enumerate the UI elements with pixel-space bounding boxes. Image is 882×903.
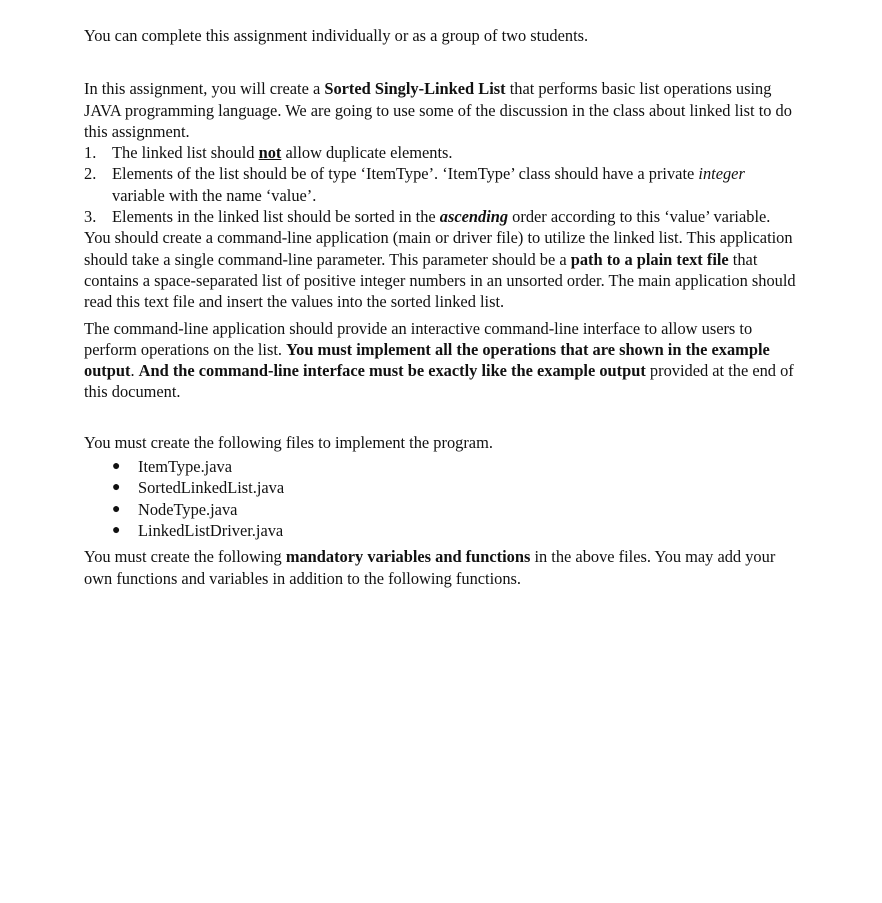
- text-run: In this assignment, you will create a: [84, 79, 325, 99]
- file-item: [84, 520, 800, 541]
- file-item: [84, 499, 800, 520]
- file-name: LinkedListDriver.java: [138, 520, 284, 540]
- requirement-item: [84, 163, 800, 206]
- bold-run: And the command-line interface must be exactly like the example output: [138, 361, 646, 381]
- requirement-item: [84, 206, 800, 227]
- assignment-description: [84, 78, 800, 142]
- text-run: Elements in the linked list should be sorted in the: [112, 207, 440, 227]
- files-intro: You must create the following files to implement the program.: [84, 432, 493, 452]
- driver-description: [84, 227, 800, 312]
- text-run: order according to this ‘value’ variable.: [508, 207, 771, 227]
- document-page: [84, 25, 800, 589]
- list-number: 3.: [84, 207, 97, 227]
- requirement-item: [84, 142, 800, 163]
- file-name: SortedLinkedList.java: [138, 478, 285, 498]
- file-name: NodeType.java: [138, 499, 238, 519]
- bullet-icon: ●: [112, 522, 121, 538]
- requirements-list: [84, 142, 800, 227]
- list-number: 1.: [84, 143, 97, 163]
- text-run: The linked list should: [112, 143, 259, 163]
- files-list: [84, 456, 800, 541]
- file-item: [84, 477, 800, 498]
- text-run: variable with the name ‘value’.: [112, 185, 317, 205]
- text-run: You must create the following: [84, 547, 286, 567]
- mandatory-description: [84, 546, 800, 589]
- file-item: [84, 456, 800, 477]
- bullet-icon: ●: [112, 501, 121, 517]
- text-run: allow duplicate elements.: [281, 143, 453, 163]
- text-run: that contains a space-separated list of positive integer numbers in an unsorted order. The main application should read this text file and insert the values into the sorted linked list.: [84, 249, 796, 312]
- intro-text: You can complete this assignment individually or as a group of two students.: [84, 26, 589, 45]
- text-run: You should create a command-line application (main or driver file) to utilize the linked list. This application should take a single command-line parameter. This parameter should be a: [84, 228, 793, 269]
- text-run: Elements of the list should be of type ‘ItemType’. ‘ItemType’ class should have a private: [112, 164, 699, 184]
- text-run: that performs basic list operations using JAVA programming language. We are going to use some of the discussion in the class about linked list to do this assignment.: [84, 79, 792, 141]
- bold-italic-run: ascending: [439, 207, 509, 227]
- text-run: .: [130, 361, 139, 381]
- bold-run: Sorted Singly-Linked List: [324, 79, 506, 99]
- text-run: The command-line application should provide an interactive command-line interface to allow users to perform operations on the list.: [84, 318, 753, 359]
- bold-run: mandatory variables and functions: [285, 547, 531, 567]
- bold-run: path to a plain text file: [570, 249, 729, 269]
- italic-run: integer: [698, 164, 745, 184]
- list-number: 2.: [84, 164, 97, 184]
- bullet-icon: ●: [112, 459, 121, 475]
- bold-run: You must implement all the operations that are shown in the example output: [84, 339, 770, 381]
- text-run: in the above files. You may add your own functions and variables in addition to the following functions.: [84, 547, 776, 588]
- underlined-run: not: [258, 143, 282, 163]
- bullet-icon: ●: [112, 480, 121, 496]
- text-run: provided at the end of this document.: [84, 361, 794, 402]
- interface-description: [84, 318, 800, 403]
- file-name: ItemType.java: [138, 457, 232, 477]
